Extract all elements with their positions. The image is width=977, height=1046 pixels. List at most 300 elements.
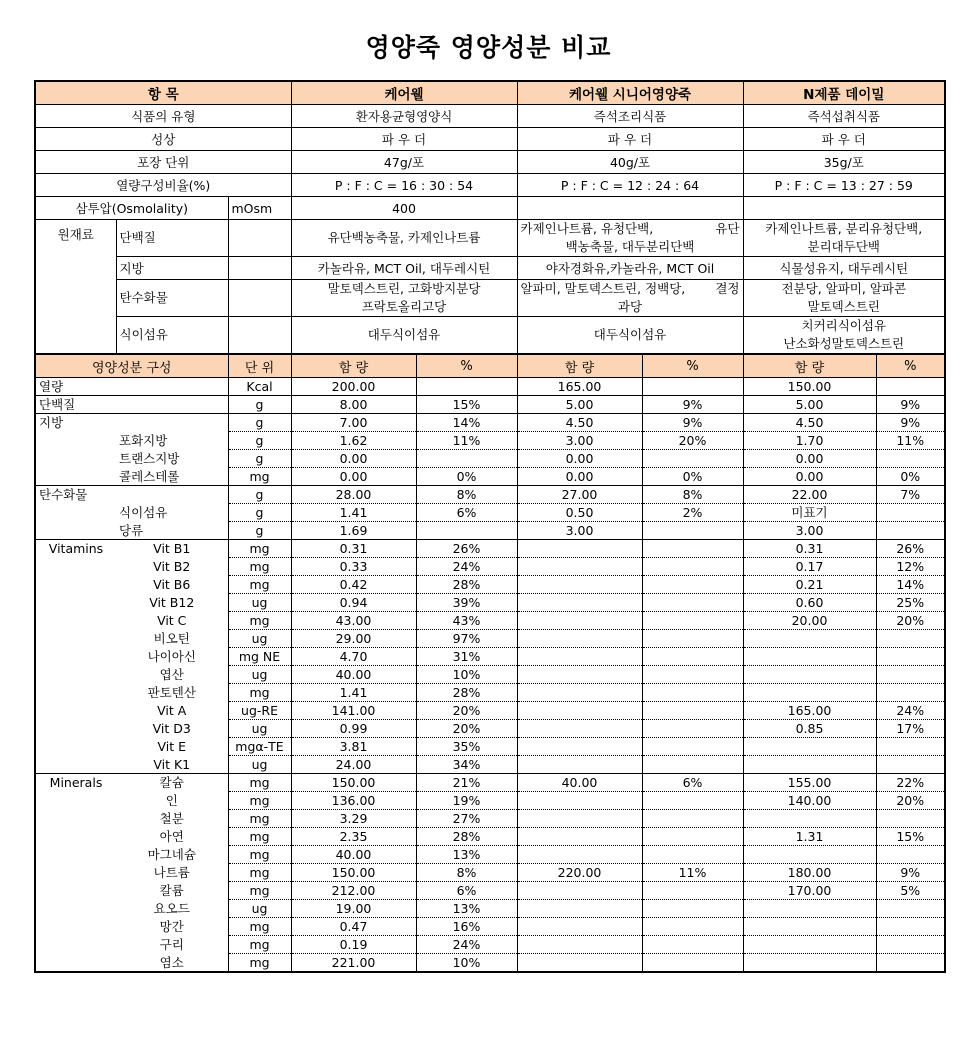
amount-product-3 [743, 648, 876, 666]
amount-product-3: 180.00 [743, 864, 876, 882]
percent-product-3 [876, 738, 945, 756]
amount-product-1: 40.00 [291, 666, 416, 684]
nutrient-category [35, 576, 116, 594]
amount-product-2: 27.00 [517, 486, 642, 504]
amount-product-2 [517, 738, 642, 756]
nutrient-name [116, 414, 228, 432]
amount-product-3: 0.00 [743, 450, 876, 468]
amount-product-1: 0.42 [291, 576, 416, 594]
amount-product-3 [743, 954, 876, 973]
nutrient-category [35, 450, 116, 468]
amount-product-3: 0.00 [743, 468, 876, 486]
amount-product-3 [743, 738, 876, 756]
amount-product-3: 155.00 [743, 774, 876, 792]
amount-product-3: 0.60 [743, 594, 876, 612]
amount-product-2 [517, 756, 642, 774]
percent-product-1: 0% [416, 468, 517, 486]
nutrient-category [35, 846, 116, 864]
nutrient-unit: mg [228, 882, 291, 900]
nutrient-unit: g [228, 414, 291, 432]
amount-product-3: 1.70 [743, 432, 876, 450]
percent-product-2: 11% [642, 864, 743, 882]
amount-product-3: 4.50 [743, 414, 876, 432]
amount-product-1: 19.00 [291, 900, 416, 918]
nutrient-row [35, 594, 945, 612]
percent-product-2 [642, 702, 743, 720]
percent-product-1: 24% [416, 936, 517, 954]
percent-product-1: 31% [416, 648, 517, 666]
nutrient-unit: mg [228, 954, 291, 973]
header-product-2: 케어웰 시니어영양죽 [517, 81, 743, 105]
percent-product-1: 6% [416, 882, 517, 900]
nutrient-row [35, 846, 945, 864]
nutrient-unit: mg NE [228, 648, 291, 666]
percent-product-1: 97% [416, 630, 517, 648]
amount-product-3 [743, 684, 876, 702]
amount-product-1: 212.00 [291, 882, 416, 900]
nutrient-unit: mg [228, 576, 291, 594]
amount-product-3: 20.00 [743, 612, 876, 630]
amount-product-3 [743, 918, 876, 936]
amount-product-1: 40.00 [291, 846, 416, 864]
amount-product-3: 0.17 [743, 558, 876, 576]
amount-product-3 [743, 936, 876, 954]
amount-product-2 [517, 936, 642, 954]
amount-product-2 [517, 900, 642, 918]
amount-product-1: 0.99 [291, 720, 416, 738]
amount-product-1: 150.00 [291, 774, 416, 792]
nutrient-name: 망간 [116, 918, 228, 936]
amount-product-3 [743, 900, 876, 918]
amount-product-1: 0.00 [291, 468, 416, 486]
percent-product-2 [642, 666, 743, 684]
nutrient-name: Vit C [116, 612, 228, 630]
percent-product-1: 21% [416, 774, 517, 792]
amount-product-3: 165.00 [743, 702, 876, 720]
percent-product-3: 9% [876, 414, 945, 432]
amount-product-3: 0.31 [743, 540, 876, 558]
amount-product-1: 1.69 [291, 522, 416, 540]
nutrient-unit: ug [228, 666, 291, 684]
amount-product-3: 140.00 [743, 792, 876, 810]
nutrient-row [35, 612, 945, 630]
amount-product-2: 40.00 [517, 774, 642, 792]
percent-product-3 [876, 378, 945, 396]
nutrient-category: Minerals [35, 774, 116, 792]
percent-product-3 [876, 684, 945, 702]
raw-materials-label: 원재료 [35, 220, 116, 355]
page-title: 영양죽 영양성분 비교 [365, 33, 612, 62]
nutrient-name: 마그네슘 [116, 846, 228, 864]
amount-product-1: 2.35 [291, 828, 416, 846]
amount-product-3 [743, 810, 876, 828]
nutrient-row [35, 918, 945, 936]
nutrient-unit: g [228, 432, 291, 450]
amount-product-2: 3.00 [517, 522, 642, 540]
percent-product-1: 19% [416, 792, 517, 810]
amount-product-2: 0.00 [517, 450, 642, 468]
percent-product-3: 20% [876, 612, 945, 630]
percent-product-2 [642, 828, 743, 846]
nutrient-row [35, 792, 945, 810]
percent-product-1: 28% [416, 684, 517, 702]
percent-product-3 [876, 936, 945, 954]
percent-product-3: 20% [876, 792, 945, 810]
nutrient-category [35, 594, 116, 612]
row-raw-carb: 탄수화물 말토덱스트린, 고화방지분당 프락토올리고당 알파미, 말토덱스트린, 정백당, 결정 과당 전분당, 알파미, 알파콘 말토덱스트린 [35, 280, 945, 317]
nutrient-category: 단백질 [35, 396, 116, 414]
amount-product-1: 0.33 [291, 558, 416, 576]
percent-product-1: 27% [416, 810, 517, 828]
nutrient-category [35, 792, 116, 810]
nutrient-row [35, 630, 945, 648]
amount-product-2: 0.50 [517, 504, 642, 522]
nutrient-name: 포화지방 [116, 432, 228, 450]
nutrient-category [35, 828, 116, 846]
nutrient-name: 식이섬유 [116, 504, 228, 522]
nutrient-unit: mg [228, 828, 291, 846]
percent-product-2 [642, 882, 743, 900]
nutrient-row [35, 738, 945, 756]
nutrient-category: Vitamins [35, 540, 116, 558]
percent-product-2 [642, 612, 743, 630]
amount-product-1: 28.00 [291, 486, 416, 504]
amount-product-2 [517, 666, 642, 684]
amount-product-2 [517, 810, 642, 828]
amount-product-2 [517, 918, 642, 936]
amount-product-2 [517, 612, 642, 630]
nutrient-unit: mgα-TE [228, 738, 291, 756]
amount-product-1: 1.41 [291, 684, 416, 702]
amount-product-2: 4.50 [517, 414, 642, 432]
percent-product-1: 8% [416, 864, 517, 882]
nutrient-name: 철분 [116, 810, 228, 828]
amount-product-3: 150.00 [743, 378, 876, 396]
nutrient-category [35, 720, 116, 738]
nutrient-name: 요오드 [116, 900, 228, 918]
nutrient-unit: mg [228, 774, 291, 792]
nutrient-category: 지방 [35, 414, 116, 432]
nutrient-unit: mg [228, 468, 291, 486]
percent-product-1: 20% [416, 702, 517, 720]
percent-product-3 [876, 648, 945, 666]
nutrient-row [35, 810, 945, 828]
amount-product-2: 5.00 [517, 396, 642, 414]
amount-product-3: 0.85 [743, 720, 876, 738]
nutrient-category: 열량 [35, 378, 116, 396]
nutrient-unit: ug [228, 594, 291, 612]
percent-product-1: 13% [416, 900, 517, 918]
nutrient-category [35, 666, 116, 684]
nutrient-name: 판토텐산 [116, 684, 228, 702]
nutrient-name: 나이아신 [116, 648, 228, 666]
amount-product-1: 3.29 [291, 810, 416, 828]
amount-product-3: 5.00 [743, 396, 876, 414]
nutrient-row [35, 666, 945, 684]
percent-product-3 [876, 450, 945, 468]
percent-product-2 [642, 720, 743, 738]
amount-product-1: 200.00 [291, 378, 416, 396]
percent-product-2 [642, 954, 743, 973]
nutrient-header-row: 영양성분 구성 단 위 함 량 % 함 량 % 함 량 % [35, 354, 945, 378]
nutrient-category [35, 954, 116, 973]
nutrient-row [35, 648, 945, 666]
percent-product-2 [642, 918, 743, 936]
nutrient-name: Vit B1 [116, 540, 228, 558]
nutrient-name: 당류 [116, 522, 228, 540]
percent-product-2 [642, 648, 743, 666]
nutrient-name: Vit B12 [116, 594, 228, 612]
nutrient-category: 탄수화물 [35, 486, 116, 504]
nutrient-category [35, 648, 116, 666]
nutrient-row [35, 540, 945, 558]
percent-product-2 [642, 630, 743, 648]
percent-product-1: 11% [416, 432, 517, 450]
percent-product-3 [876, 522, 945, 540]
percent-product-2: 9% [642, 414, 743, 432]
nutrient-name: 염소 [116, 954, 228, 973]
percent-product-2: 0% [642, 468, 743, 486]
nutrient-unit: mg [228, 936, 291, 954]
nutrient-row [35, 864, 945, 882]
percent-product-3: 11% [876, 432, 945, 450]
percent-product-1: 10% [416, 666, 517, 684]
percent-product-1: 16% [416, 918, 517, 936]
percent-product-2 [642, 738, 743, 756]
percent-product-1: 15% [416, 396, 517, 414]
percent-product-1: 20% [416, 720, 517, 738]
nutrient-row [35, 558, 945, 576]
nutrient-row [35, 954, 945, 973]
percent-product-3: 17% [876, 720, 945, 738]
percent-product-1 [416, 378, 517, 396]
amount-product-2 [517, 720, 642, 738]
amount-product-3 [743, 666, 876, 684]
nutrient-name [116, 396, 228, 414]
nutrient-unit: Kcal [228, 378, 291, 396]
percent-product-2 [642, 936, 743, 954]
percent-product-2 [642, 378, 743, 396]
nutrient-row [35, 486, 945, 504]
nutrient-name: Vit E [116, 738, 228, 756]
amount-product-3: 3.00 [743, 522, 876, 540]
row-raw-fat: 지방 카놀라유, MCT Oil, 대두레시틴 야자경화유,카놀라유, MCT Oil 식물성유지, 대두레시틴 [35, 257, 945, 280]
amount-product-1: 8.00 [291, 396, 416, 414]
nutrient-category [35, 918, 116, 936]
percent-product-2: 20% [642, 432, 743, 450]
percent-product-1: 35% [416, 738, 517, 756]
percent-product-3: 12% [876, 558, 945, 576]
percent-product-2 [642, 684, 743, 702]
nutrient-unit: mg [228, 792, 291, 810]
row-pack: 포장 단위 47g/포 40g/포 35g/포 [35, 151, 945, 174]
nutrient-category [35, 936, 116, 954]
nutrient-unit: mg [228, 864, 291, 882]
amount-product-2: 3.00 [517, 432, 642, 450]
nutrient-category [35, 756, 116, 774]
percent-product-2 [642, 594, 743, 612]
amount-product-1: 0.47 [291, 918, 416, 936]
nutrient-category [35, 810, 116, 828]
amount-product-2: 220.00 [517, 864, 642, 882]
nutrient-unit: g [228, 396, 291, 414]
percent-product-3: 24% [876, 702, 945, 720]
amount-product-2 [517, 648, 642, 666]
nutrient-name: Vit D3 [116, 720, 228, 738]
percent-product-2 [642, 756, 743, 774]
nutrition-comparison-table [34, 80, 946, 973]
nutrient-row [35, 504, 945, 522]
amount-product-2 [517, 792, 642, 810]
nutrient-unit: ug [228, 720, 291, 738]
nutrient-name: 나트륨 [116, 864, 228, 882]
amount-product-1: 24.00 [291, 756, 416, 774]
row-food-type: 식품의 유형 환자용균형영양식 즉석조리식품 즉석섭취식품 [35, 105, 945, 128]
percent-product-2 [642, 558, 743, 576]
amount-product-3 [743, 630, 876, 648]
percent-product-1: 34% [416, 756, 517, 774]
amount-product-2 [517, 594, 642, 612]
percent-product-3: 25% [876, 594, 945, 612]
percent-product-3: 9% [876, 864, 945, 882]
amount-product-1: 7.00 [291, 414, 416, 432]
row-ratio: 열량구성비율(%) P : F : C = 16 : 30 : 54 P : F : C = 12 : 24 : 64 P : F : C = 13 : 27 : 59 [35, 174, 945, 197]
amount-product-2: 0.00 [517, 468, 642, 486]
nutrient-row [35, 774, 945, 792]
percent-product-1: 24% [416, 558, 517, 576]
percent-product-3 [876, 918, 945, 936]
percent-product-3: 26% [876, 540, 945, 558]
percent-product-3: 9% [876, 396, 945, 414]
percent-product-1: 6% [416, 504, 517, 522]
percent-product-3: 14% [876, 576, 945, 594]
percent-product-2 [642, 540, 743, 558]
nutrient-category [35, 684, 116, 702]
nutrient-category [35, 900, 116, 918]
nutrient-row [35, 522, 945, 540]
percent-product-3: 7% [876, 486, 945, 504]
percent-product-3 [876, 756, 945, 774]
amount-product-2 [517, 540, 642, 558]
nutrient-unit: g [228, 486, 291, 504]
amount-product-2 [517, 630, 642, 648]
percent-product-3 [876, 630, 945, 648]
percent-product-3 [876, 900, 945, 918]
percent-product-2: 8% [642, 486, 743, 504]
nutrient-name: 칼륨 [116, 882, 228, 900]
nutrient-name: 아연 [116, 828, 228, 846]
percent-product-2 [642, 522, 743, 540]
nutrient-category [35, 738, 116, 756]
nutrient-category [35, 522, 116, 540]
nutrient-row [35, 828, 945, 846]
nutrient-unit: mg [228, 684, 291, 702]
percent-product-2 [642, 576, 743, 594]
nutrient-name: 트랜스지방 [116, 450, 228, 468]
nutrient-category [35, 468, 116, 486]
nutrient-category [35, 432, 116, 450]
amount-product-1: 29.00 [291, 630, 416, 648]
row-raw-protein: 원재료 단백질 유단백농축물, 카제인나트륨 카제인나트륨, 유청단백, 유단 백농축물, 대두분리단백 카제인나트륨, 분리유청단백, 분리대두단백 [35, 220, 945, 257]
percent-product-1: 26% [416, 540, 517, 558]
nutrient-row [35, 684, 945, 702]
amount-product-1: 136.00 [291, 792, 416, 810]
nutrient-row [35, 756, 945, 774]
percent-product-3 [876, 504, 945, 522]
percent-product-2 [642, 792, 743, 810]
nutrient-unit: mg [228, 846, 291, 864]
nutrient-category [35, 864, 116, 882]
header-row [35, 81, 945, 105]
percent-product-3: 15% [876, 828, 945, 846]
percent-product-2 [642, 846, 743, 864]
amount-product-1: 221.00 [291, 954, 416, 973]
row-form: 성상 파 우 더 파 우 더 파 우 더 [35, 128, 945, 151]
percent-product-1 [416, 522, 517, 540]
percent-product-3 [876, 846, 945, 864]
row-raw-fiber: 식이섬유 대두식이섬유 대두식이섬유 치커리식이섬유 난소화성말토덱스트린 [35, 317, 945, 355]
amount-product-2 [517, 882, 642, 900]
nutrient-unit: g [228, 450, 291, 468]
nutrient-name [116, 378, 228, 396]
percent-product-3 [876, 954, 945, 973]
nutrient-category [35, 882, 116, 900]
nutrient-unit: ug-RE [228, 702, 291, 720]
percent-product-3 [876, 666, 945, 684]
percent-product-1: 28% [416, 576, 517, 594]
amount-product-1: 0.19 [291, 936, 416, 954]
nutrient-row [35, 378, 945, 396]
nutrient-name: 인 [116, 792, 228, 810]
percent-product-3 [876, 810, 945, 828]
amount-product-3: 미표기 [743, 504, 876, 522]
amount-product-1: 1.62 [291, 432, 416, 450]
nutrient-unit: g [228, 504, 291, 522]
nutrient-row [35, 900, 945, 918]
nutrient-row [35, 396, 945, 414]
nutrient-row [35, 450, 945, 468]
nutrient-row [35, 414, 945, 432]
amount-product-1: 0.31 [291, 540, 416, 558]
percent-product-1: 39% [416, 594, 517, 612]
percent-product-3: 22% [876, 774, 945, 792]
amount-product-1: 3.81 [291, 738, 416, 756]
nutrient-name: 구리 [116, 936, 228, 954]
nutrient-name: Vit B2 [116, 558, 228, 576]
amount-product-2 [517, 846, 642, 864]
amount-product-1: 150.00 [291, 864, 416, 882]
amount-product-2 [517, 684, 642, 702]
amount-product-2 [517, 558, 642, 576]
nutrient-unit: mg [228, 540, 291, 558]
row-osmolality: 삼투압(Osmolality) mOsm 400 [35, 197, 945, 220]
amount-product-1: 1.41 [291, 504, 416, 522]
percent-product-2: 9% [642, 396, 743, 414]
percent-product-2 [642, 450, 743, 468]
percent-product-2: 2% [642, 504, 743, 522]
nutrient-unit: ug [228, 900, 291, 918]
amount-product-1: 141.00 [291, 702, 416, 720]
amount-product-1: 4.70 [291, 648, 416, 666]
amount-product-3 [743, 846, 876, 864]
percent-product-2 [642, 810, 743, 828]
amount-product-1: 0.94 [291, 594, 416, 612]
amount-product-2 [517, 828, 642, 846]
percent-product-1: 13% [416, 846, 517, 864]
amount-product-3 [743, 756, 876, 774]
nutrient-row [35, 432, 945, 450]
nutrient-name: Vit B6 [116, 576, 228, 594]
